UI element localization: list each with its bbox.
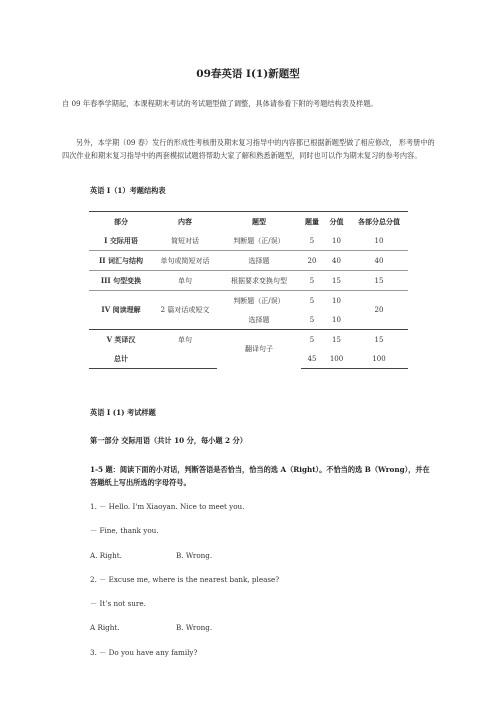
cell-total: 20 [350,291,408,330]
cell-content: 简短对话 [171,236,199,245]
cell-total: 40 [350,251,408,271]
cell-count: 5 [301,330,323,350]
cell-count: 20 [301,251,323,271]
cell-score: 15 [323,330,350,350]
intro-paragraph-1: 自 09 年春季学期起，本课程期末考试的考试题型做了调整，具体请参看下附的考题结构表及样题。 [62,99,378,108]
sample-title: 英语 I (1) 考试样题 [90,408,156,417]
header-total: 各部分总分值 [350,212,408,232]
part1-instructions: 1-5 题：阅读下面的小对话，判断答语是否恰当，恰当的选 A（Right）。不恰当的选 B（Wrong），并在答题纸上写出所选的字母符号。 [90,465,430,487]
cell-score: 40 [323,251,350,271]
cell-content [153,349,217,369]
cell-total: 100 [350,349,408,369]
cell-part: IV 阅读理解 [89,291,153,330]
cell-count: 5 [309,236,315,245]
header-type: 题型 [217,212,301,232]
question-2-reply: － It’s not sure. [90,599,146,608]
cell-content: 2 篇对话或短文 [153,291,217,330]
structure-table-title: 英语 I（1）考题结构表 [90,186,166,195]
cell-total: 15 [350,330,408,350]
header-content: 内容 [153,212,217,232]
cell-type: 翻译句子 [217,330,301,369]
table-row [89,231,408,251]
option-a: A Right. [90,623,120,632]
question-1-options [90,551,470,560]
option-b: B. Wrong. [176,551,213,560]
cell-part: II 词汇与结构 [89,251,153,271]
cell-type: 选择题 [248,315,270,324]
cell-count: 5 [309,315,315,324]
cell-content: 单句或简短对话 [153,251,217,271]
document-title: 09春英语 I(1)新题型 [196,68,300,80]
cell-score: 10 [323,291,350,311]
cell-type: 判断题（正/误） [233,236,285,245]
table-header-row [89,212,408,232]
table-row [89,271,408,291]
header-part: 部分 [89,212,153,232]
question-2-prompt: 2. － Excuse me, where is the nearest bank, please? [90,575,280,584]
cell-type: 判断题（正/误） [217,291,301,311]
option-a: A. Right. [90,551,122,560]
cell-content: 单句 [153,271,217,291]
cell-part: I 交际用语 [104,235,138,245]
cell-score: 15 [323,271,350,291]
cell-part: V 英译汉 [89,330,153,350]
cell-count: 5 [301,291,323,311]
option-b: B. Wrong. [176,623,213,632]
cell-total: 15 [350,271,408,291]
cell-count: 5 [301,271,323,291]
table-row [89,330,408,350]
question-1-reply: － Fine, thank you. [90,526,159,535]
exam-structure-table [89,211,408,369]
table-row [89,251,408,271]
header-score: 分值 [323,212,350,232]
question-1-prompt: 1. － Hello. I'm Xiaoyan. Nice to meet you. [90,502,245,511]
cell-part: 总计 [89,349,153,369]
header-count: 题量 [301,212,323,232]
cell-content: 单句 [153,330,217,350]
table-row [89,291,408,311]
cell-type: 根据要求变换句型 [217,271,301,291]
cell-part: III 句型变换 [89,271,153,291]
cell-total: 10 [374,236,384,245]
intro-paragraph-2: 另外，本学期（09 春）发行的形成性考核册及期末复习指导中的内容都已根据新题型做了相应修改， 形考册中的四次作业和期末复习指导中的两套模拟试题将帮助大家了解和熟悉新题型，同时也可以作为期末复习的参考内容。 [62,138,435,160]
part1-title: 第一部分 交际用语（共计 10 分，每小题 2 分） [90,436,247,445]
question-3-prompt: 3. － Do you have any family? [90,648,198,657]
cell-type: 选择题 [217,251,301,271]
cell-count: 45 [301,349,323,369]
cell-score: 10 [332,315,341,324]
question-2-options [90,623,470,632]
cell-score: 100 [323,349,350,369]
cell-score: 10 [332,236,341,245]
